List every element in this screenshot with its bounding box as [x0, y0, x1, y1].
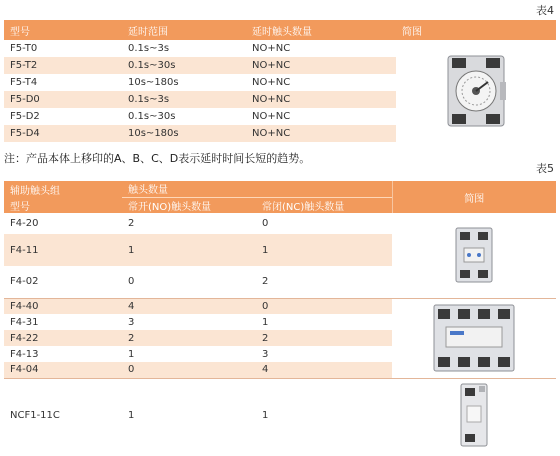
table5-no: 3 — [128, 316, 135, 328]
contact-block-4pole-icon — [432, 303, 516, 373]
table5-nc: 1 — [256, 378, 392, 452]
table4-range: 10s~180s — [128, 77, 179, 88]
contact-block-2pole-image — [392, 213, 556, 298]
timer-module-image — [396, 40, 556, 142]
table5-model: F4-13 — [10, 348, 39, 360]
table4-contacts: NO+NC — [252, 77, 291, 88]
table4-range: 0.1s~3s — [128, 43, 170, 54]
table5-no: 0 — [128, 276, 135, 288]
contact-block-2pole-icon — [452, 226, 496, 284]
table4-model: F5-T0 — [10, 43, 38, 54]
table4-contacts: NO+NC — [252, 111, 291, 122]
table4-contacts: NO+NC — [252, 60, 291, 71]
table5-header-contacts: 触头数量 — [128, 185, 168, 197]
table5-header-diagram: 简图 — [392, 181, 556, 213]
table5-model: NCF1-11C — [4, 378, 122, 452]
table4-header-row — [4, 20, 556, 40]
table5-nc: 2 — [262, 332, 269, 344]
table5-caption: 表5 — [536, 162, 554, 175]
table-row — [4, 378, 556, 452]
table4-range: 0.1s~30s — [128, 111, 176, 122]
table5-model: F4-31 — [10, 316, 39, 328]
table5-no: 2 — [128, 332, 135, 344]
table5-model: F4-04 — [10, 364, 39, 376]
table-row — [4, 298, 556, 314]
table4-header-contacts: 延时触头数量 — [252, 26, 312, 38]
table5-nc: 0 — [262, 218, 269, 229]
table5-nc: 1 — [262, 244, 269, 256]
contact-block-4pole-image — [392, 298, 556, 378]
table5-model: F4-22 — [10, 332, 39, 344]
table4-model: F5-T2 — [10, 60, 38, 71]
table4-model: F5-D4 — [10, 128, 40, 139]
table5-nc: 1 — [262, 316, 269, 328]
table4-contacts: NO+NC — [252, 94, 291, 105]
timer-module-icon — [444, 52, 508, 130]
table5-header-group: 辅助触头组 — [10, 185, 60, 197]
table5-nc: 3 — [262, 348, 269, 360]
table4-contacts: NO+NC — [252, 128, 291, 139]
table4-contacts: NO+NC — [252, 43, 291, 54]
table5-model: F4-02 — [10, 276, 39, 288]
side-contact-block-icon — [457, 382, 491, 448]
table5-no: 0 — [128, 364, 135, 376]
table5-nc: 0 — [256, 298, 392, 314]
table-row — [4, 213, 556, 234]
table5-header-model: 型号 — [10, 201, 30, 213]
table4-note: 注：产品本体上移印的A、B、C、D表示延时时间长短的趋势。 — [4, 152, 311, 165]
table5-no: 1 — [128, 348, 135, 360]
table5-header-nc: 常闭(NC)触头数量 — [256, 197, 392, 213]
table5-model: F4-11 — [10, 244, 39, 256]
table4-range: 10s~180s — [128, 128, 179, 139]
table5-header-no: 常开(NO)触头数量 — [122, 197, 256, 213]
table4-caption: 表4 — [536, 4, 554, 17]
table4-model: F5-T4 — [10, 77, 38, 88]
table5-nc: 4 — [262, 364, 269, 376]
table4 — [4, 20, 556, 142]
table4-range: 0.1s~30s — [128, 60, 176, 71]
table-row — [4, 40, 556, 57]
table5-nc: 2 — [262, 276, 269, 288]
side-contact-block-image — [392, 378, 556, 452]
table4-range: 0.1s~3s — [128, 94, 170, 105]
table4-header-range: 延时范围 — [128, 26, 168, 38]
table5-no: 1 — [128, 244, 135, 256]
table4-header-model: 型号 — [10, 26, 30, 38]
table4-model: F5-D2 — [10, 111, 40, 122]
table5-no: 4 — [122, 298, 256, 314]
table5 — [4, 181, 556, 452]
table5-model: F4-20 — [10, 218, 39, 229]
table5-no: 1 — [122, 378, 256, 452]
table5-header-row — [4, 181, 556, 197]
table5-no: 2 — [128, 218, 135, 229]
table4-header-diagram: 简图 — [402, 26, 422, 38]
table5-model: F4-40 — [4, 298, 122, 314]
table4-model: F5-D0 — [10, 94, 40, 105]
